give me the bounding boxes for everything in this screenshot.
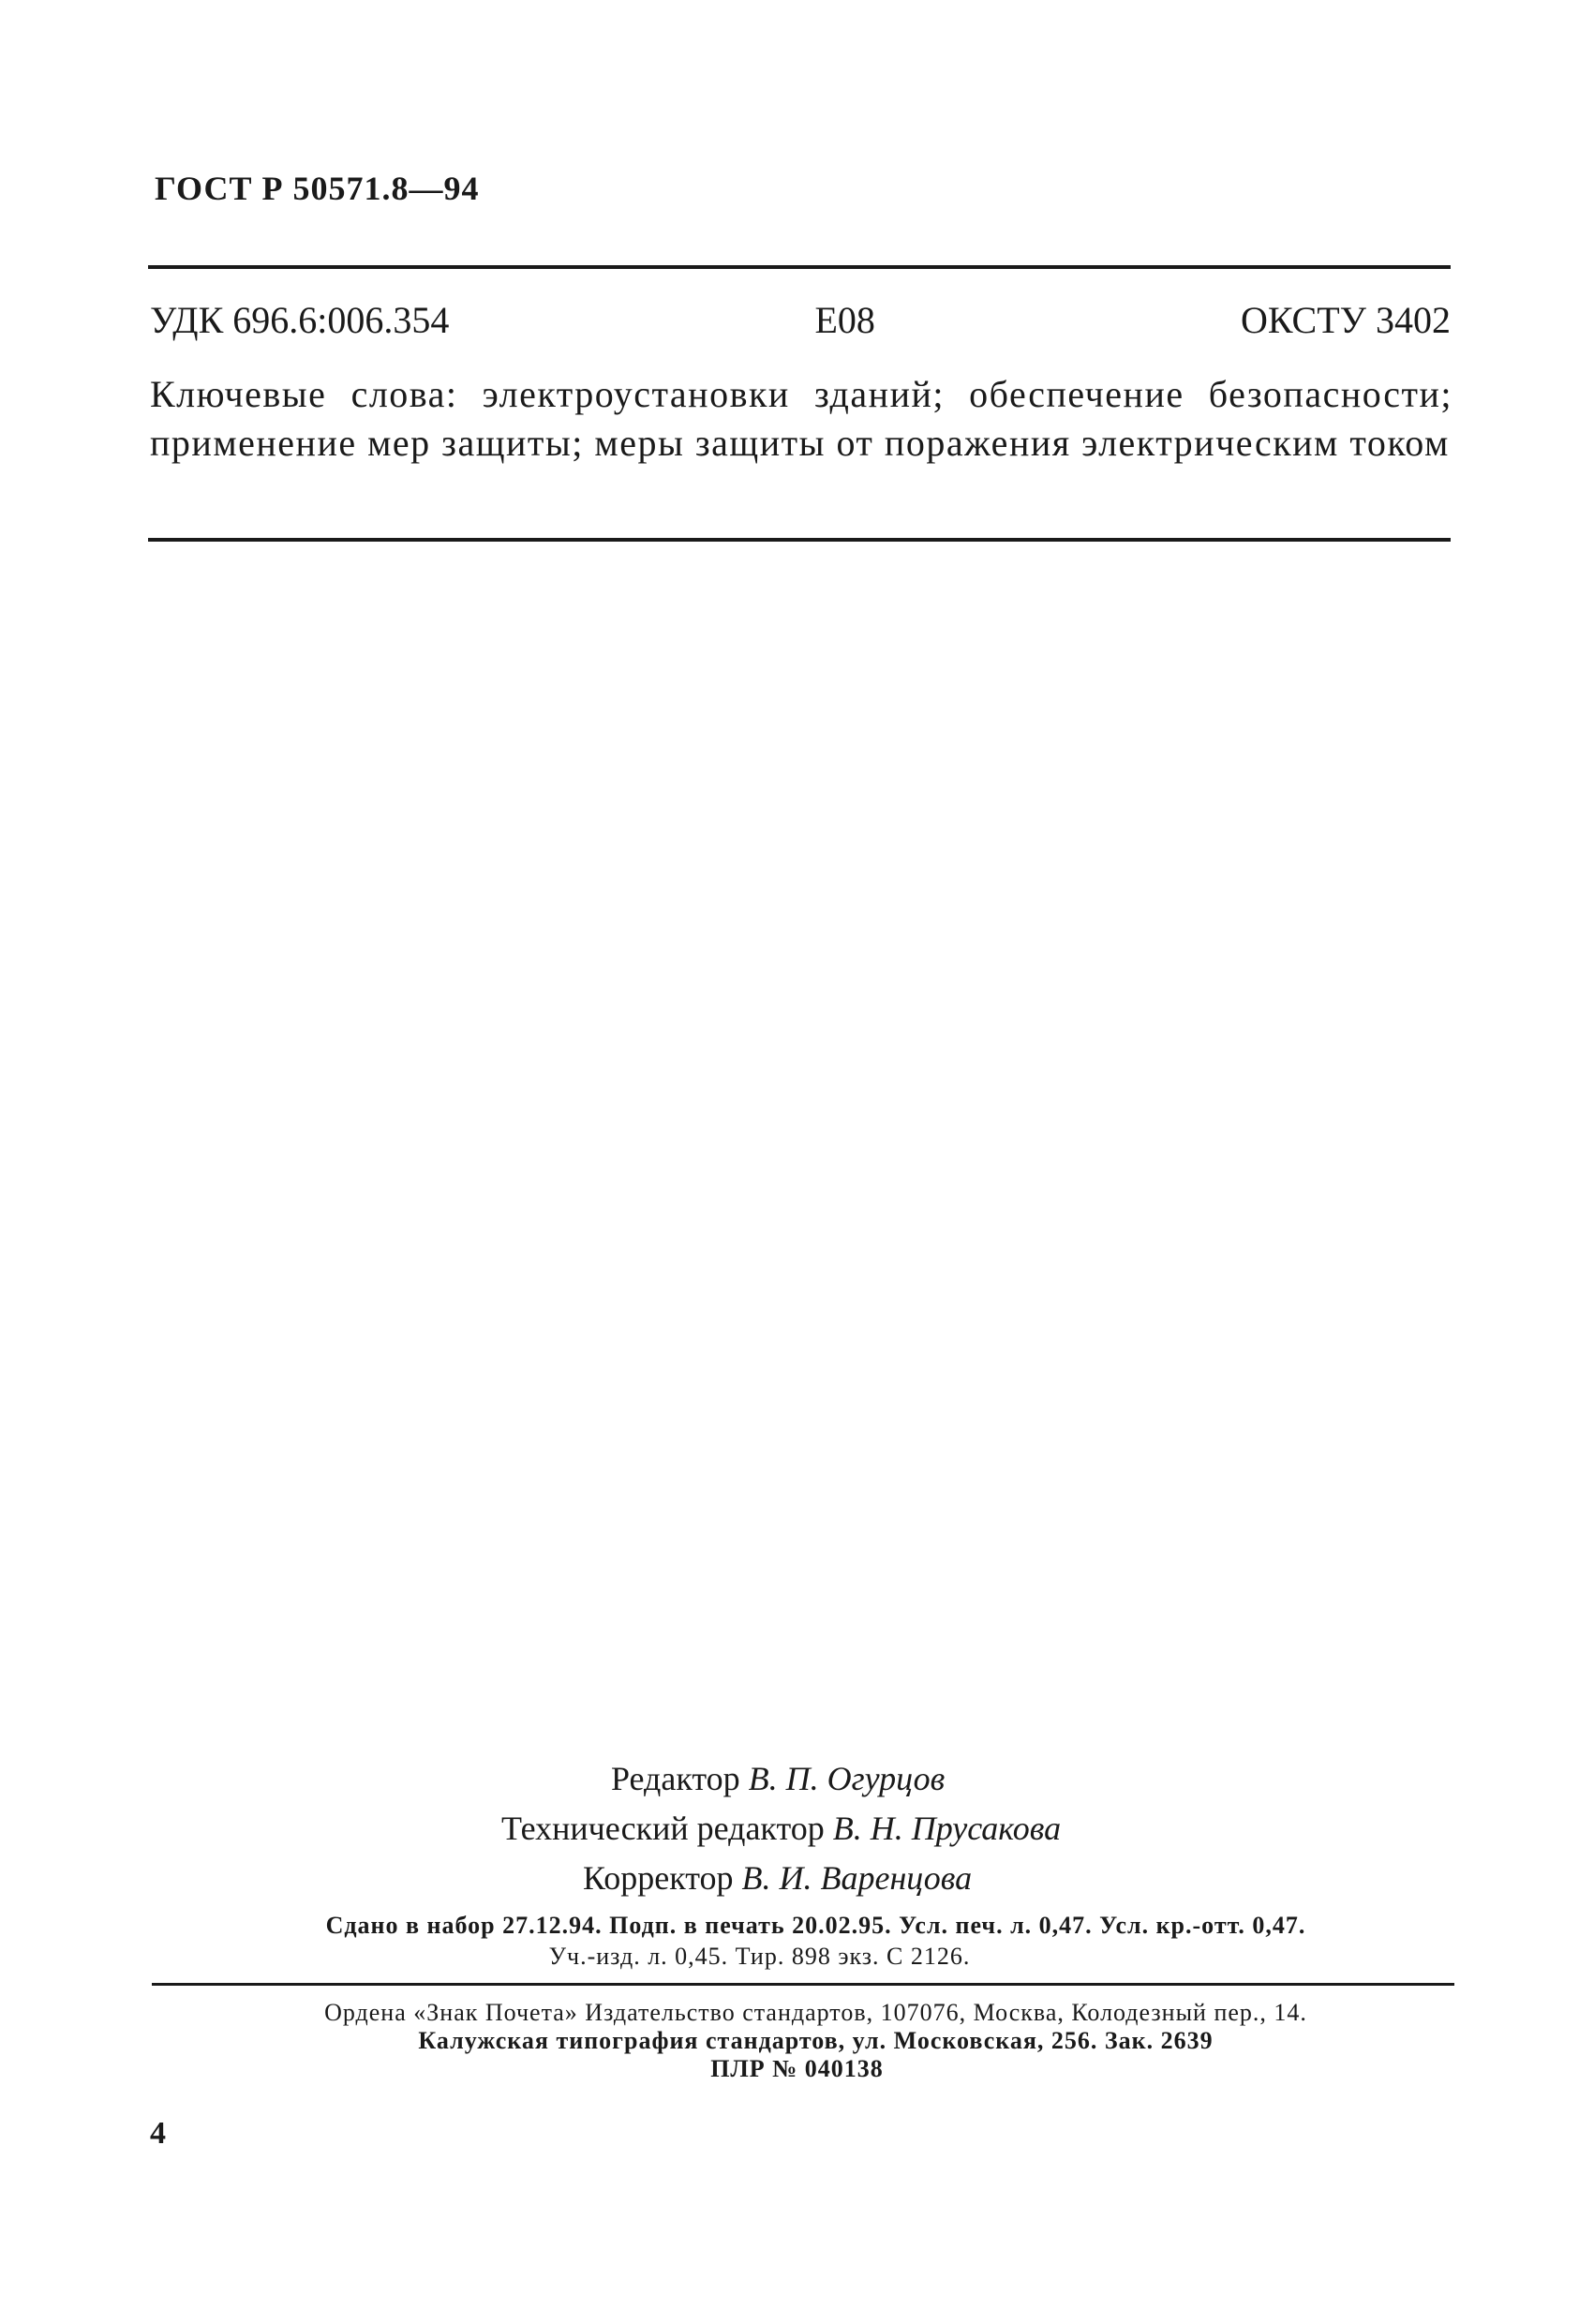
keywords-paragraph: Ключевые слова: электроустановки зданий; обеспечение безопасности; применение мер защиты; меры защиты от поражения электрическим током bbox=[150, 373, 1452, 464]
credit-name: В. И. Варенцова bbox=[741, 1859, 973, 1897]
credit-editor bbox=[611, 1754, 945, 1804]
license-line: ПЛР № 040138 bbox=[710, 2055, 884, 2082]
credit-technical-editor bbox=[501, 1804, 1061, 1854]
credit-role: Технический редактор bbox=[501, 1810, 825, 1847]
page-number: 4 bbox=[150, 2116, 166, 2151]
credit-name: В. П. Огурцов bbox=[748, 1760, 946, 1797]
print-info-line-1: Сдано в набор 27.12.94. Подп. в печать 20.02.95. Усл. печ. л. 0,47. Усл. кр.-отт. 0,47. bbox=[325, 1912, 1306, 1939]
credit-role: Редактор bbox=[611, 1760, 740, 1797]
credit-role: Корректор bbox=[583, 1859, 734, 1897]
keywords-divider bbox=[148, 538, 1451, 542]
footer-divider bbox=[152, 1983, 1454, 1986]
udk-code: УДК 696.6:006.354 bbox=[150, 299, 450, 341]
standard-number: ГОСТ Р 50571.8—94 bbox=[155, 170, 480, 207]
print-info-line-2: Уч.-изд. л. 0,45. Тир. 898 экз. С 2126. bbox=[548, 1943, 971, 1970]
credit-name: В. Н. Прусакова bbox=[832, 1810, 1062, 1847]
printing-house-line: Калужская типография стандартов, ул. Московская, 256. Зак. 2639 bbox=[418, 2027, 1214, 2054]
top-divider bbox=[148, 265, 1451, 269]
okstu-code: ОКСТУ 3402 bbox=[1240, 299, 1451, 341]
credit-corrector bbox=[583, 1854, 972, 1903]
group-code: Е08 bbox=[814, 299, 875, 341]
classification-codes bbox=[150, 298, 1451, 342]
publisher-line: Ордена «Знак Почета» Издательство стандартов, 107076, Москва, Колодезный пер., 14. bbox=[324, 1999, 1307, 2026]
